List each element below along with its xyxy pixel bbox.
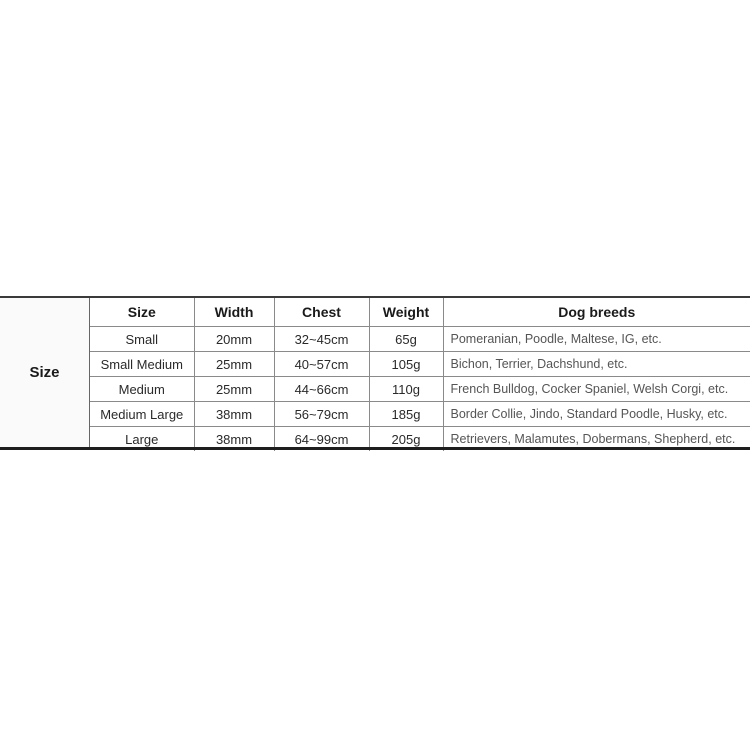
- cell-weight: 110g: [369, 377, 443, 402]
- column-header-width: Width: [194, 298, 274, 327]
- cell-chest: 40~57cm: [274, 352, 369, 377]
- cell-dog-breeds: Pomeranian, Poodle, Maltese, IG, etc.: [443, 327, 750, 352]
- cell-chest: 44~66cm: [274, 377, 369, 402]
- cell-dog-breeds: Bichon, Terrier, Dachshund, etc.: [443, 352, 750, 377]
- bottom-rule: [0, 447, 750, 450]
- size-table: [90, 298, 750, 451]
- table-row: [90, 377, 750, 402]
- table-row: [90, 327, 750, 352]
- cell-width: 38mm: [194, 402, 274, 427]
- column-header-dog-breeds: Dog breeds: [443, 298, 750, 327]
- size-chart: [0, 296, 750, 450]
- cell-width: 25mm: [194, 352, 274, 377]
- cell-weight: 205g: [369, 427, 443, 452]
- cell-size: Small Medium: [90, 352, 194, 377]
- cell-chest: 56~79cm: [274, 402, 369, 427]
- cell-weight: 105g: [369, 352, 443, 377]
- cell-chest: 32~45cm: [274, 327, 369, 352]
- cell-size: Large: [90, 427, 194, 452]
- column-header-weight: Weight: [369, 298, 443, 327]
- cell-width: 20mm: [194, 327, 274, 352]
- cell-dog-breeds: French Bulldog, Cocker Spaniel, Welsh Corgi, etc.: [443, 377, 750, 402]
- table-row: [90, 352, 750, 377]
- cell-width: 25mm: [194, 377, 274, 402]
- cell-size: Medium: [90, 377, 194, 402]
- header-row: [90, 298, 750, 327]
- cell-size: Small: [90, 327, 194, 352]
- table-row: [90, 402, 750, 427]
- column-header-chest: Chest: [274, 298, 369, 327]
- cell-size: Medium Large: [90, 402, 194, 427]
- cell-width: 38mm: [194, 427, 274, 452]
- cell-dog-breeds: Border Collie, Jindo, Standard Poodle, Husky, etc.: [443, 402, 750, 427]
- column-header-size: Size: [90, 298, 194, 327]
- cell-weight: 185g: [369, 402, 443, 427]
- cell-chest: 64~99cm: [274, 427, 369, 452]
- row-header-size: Size: [0, 298, 90, 447]
- cell-weight: 65g: [369, 327, 443, 352]
- cell-dog-breeds: Retrievers, Malamutes, Dobermans, Shepherd, etc.: [443, 427, 750, 452]
